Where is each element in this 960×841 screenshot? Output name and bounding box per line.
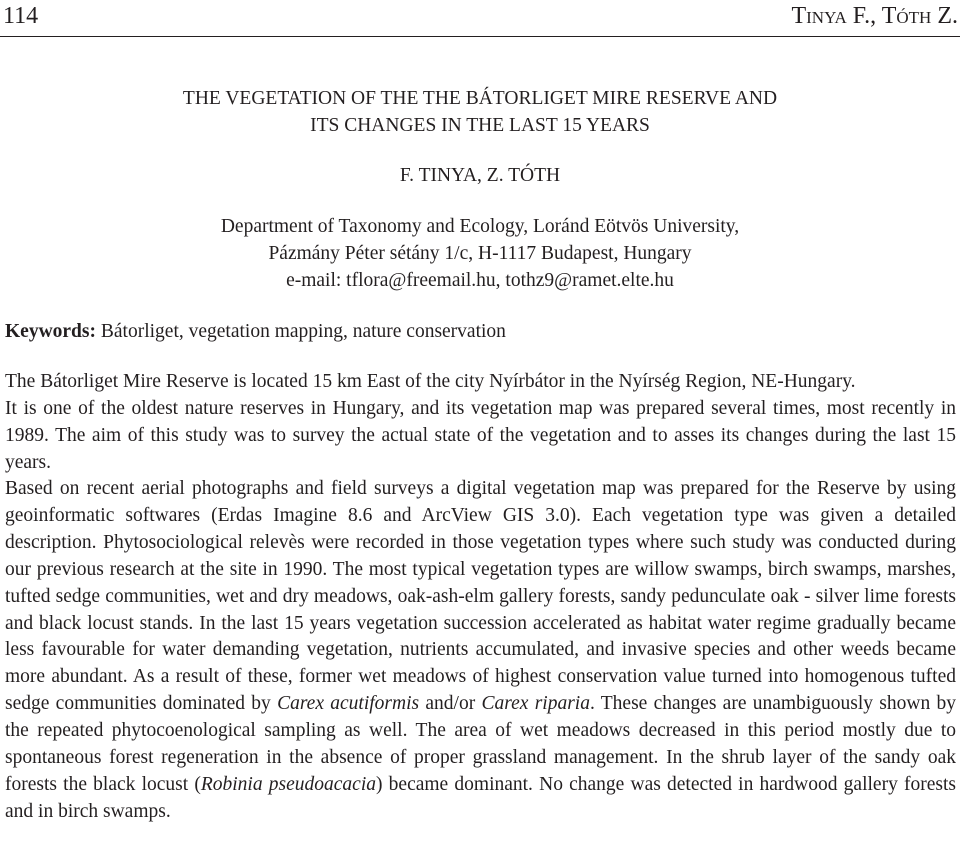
- title-line-2: ITS CHANGES IN THE LAST 15 YEARS: [310, 115, 650, 136]
- page-number: 114: [3, 3, 39, 29]
- abstract-p3-part-a: Based on recent aerial photographs and field surveys a digital vegetation map was prepared for the Reserve by using geoinformatic softwares (Erdas Imagine 8.6 and ArcView GIS 3.0). Each vegetation type was given a detailed description. Phytosociological relevès were recorded in those vegetation types where such study was conducted during our previous research at the site in 1990. The most typical vegetation types are willow swamps, birch swamps, marshes, tufted sedge communities, wet and dry meadows, oak-ash-elm gallery forests, sandy pedunculate oak - silver lime forests and black locust stands. In the last 15 years vegetation succession accelerated as habitat water regime gradually became less favourable for water demanding vegetation, nutrients accumulated, and invasive species and other weeds became more abundant. As a result of these, former wet meadows of highest conservation value turned into homogenous tufted sedge communities dominated by: [5, 478, 956, 715]
- abstract-paragraph-3: [5, 476, 956, 825]
- title-line-1: THE VEGETATION OF THE THE BÁTORLIGET MIRE RESERVE AND: [182, 88, 778, 109]
- abstract-p3-part-b: and/or: [419, 693, 482, 715]
- affiliation: [0, 213, 960, 294]
- keywords-label: Keywords:: [5, 321, 96, 342]
- abstract-paragraph-1: The Bátorliget Mire Reserve is located 15 km East of the city Nyírbátor in the Nyírség Region, NE-Hungary.: [5, 371, 856, 392]
- affiliation-address: Pázmány Péter sétány 1/c, H-1117 Budapest, Hungary: [268, 243, 692, 264]
- keywords-text: Bátorliget, vegetation mapping, nature conservation: [96, 321, 506, 342]
- abstract-p3-part-d: ) became dominant. No change was detected in hardwood gallery forests and in birch swamps.: [5, 773, 956, 822]
- running-authors: Tinya F., Tóth Z.: [791, 3, 958, 29]
- species-name-carex-acutiformis: Carex acutiformis: [277, 693, 420, 715]
- keywords: [5, 318, 955, 345]
- abstract-paragraph-2: It is one of the oldest nature reserves in Hungary, and its vegetation map was prepared several times, most recently in 1989. The aim of this study was to survey the actual state of the vegetation and to asses its changes during the last 15 years.: [5, 397, 956, 473]
- abstract-p3-part-c: . These changes are unambiguously shown by the repeated phytocoenological sampling as well. The area of wet meadows decreased in this period mostly due to spontaneous forest regeneration in the absence of proper grassland management. In the shrub layer of the sandy oak forests the black locust (: [5, 693, 956, 795]
- affiliation-department: Department of Taxonomy and Ecology, Loránd Eötvös University,: [220, 216, 740, 237]
- species-name-robinia-pseudoacacia: Robinia pseudoacacia: [200, 773, 376, 795]
- affiliation-email: e-mail: tflora@freemail.hu, tothz9@ramet.elte.hu: [286, 270, 674, 291]
- abstract: [5, 369, 956, 825]
- paper-title: [0, 85, 960, 139]
- author-list: F. TINYA, Z. TÓTH: [399, 165, 561, 186]
- running-head: [0, 0, 960, 37]
- species-name-carex-riparia: Carex riparia: [481, 693, 590, 715]
